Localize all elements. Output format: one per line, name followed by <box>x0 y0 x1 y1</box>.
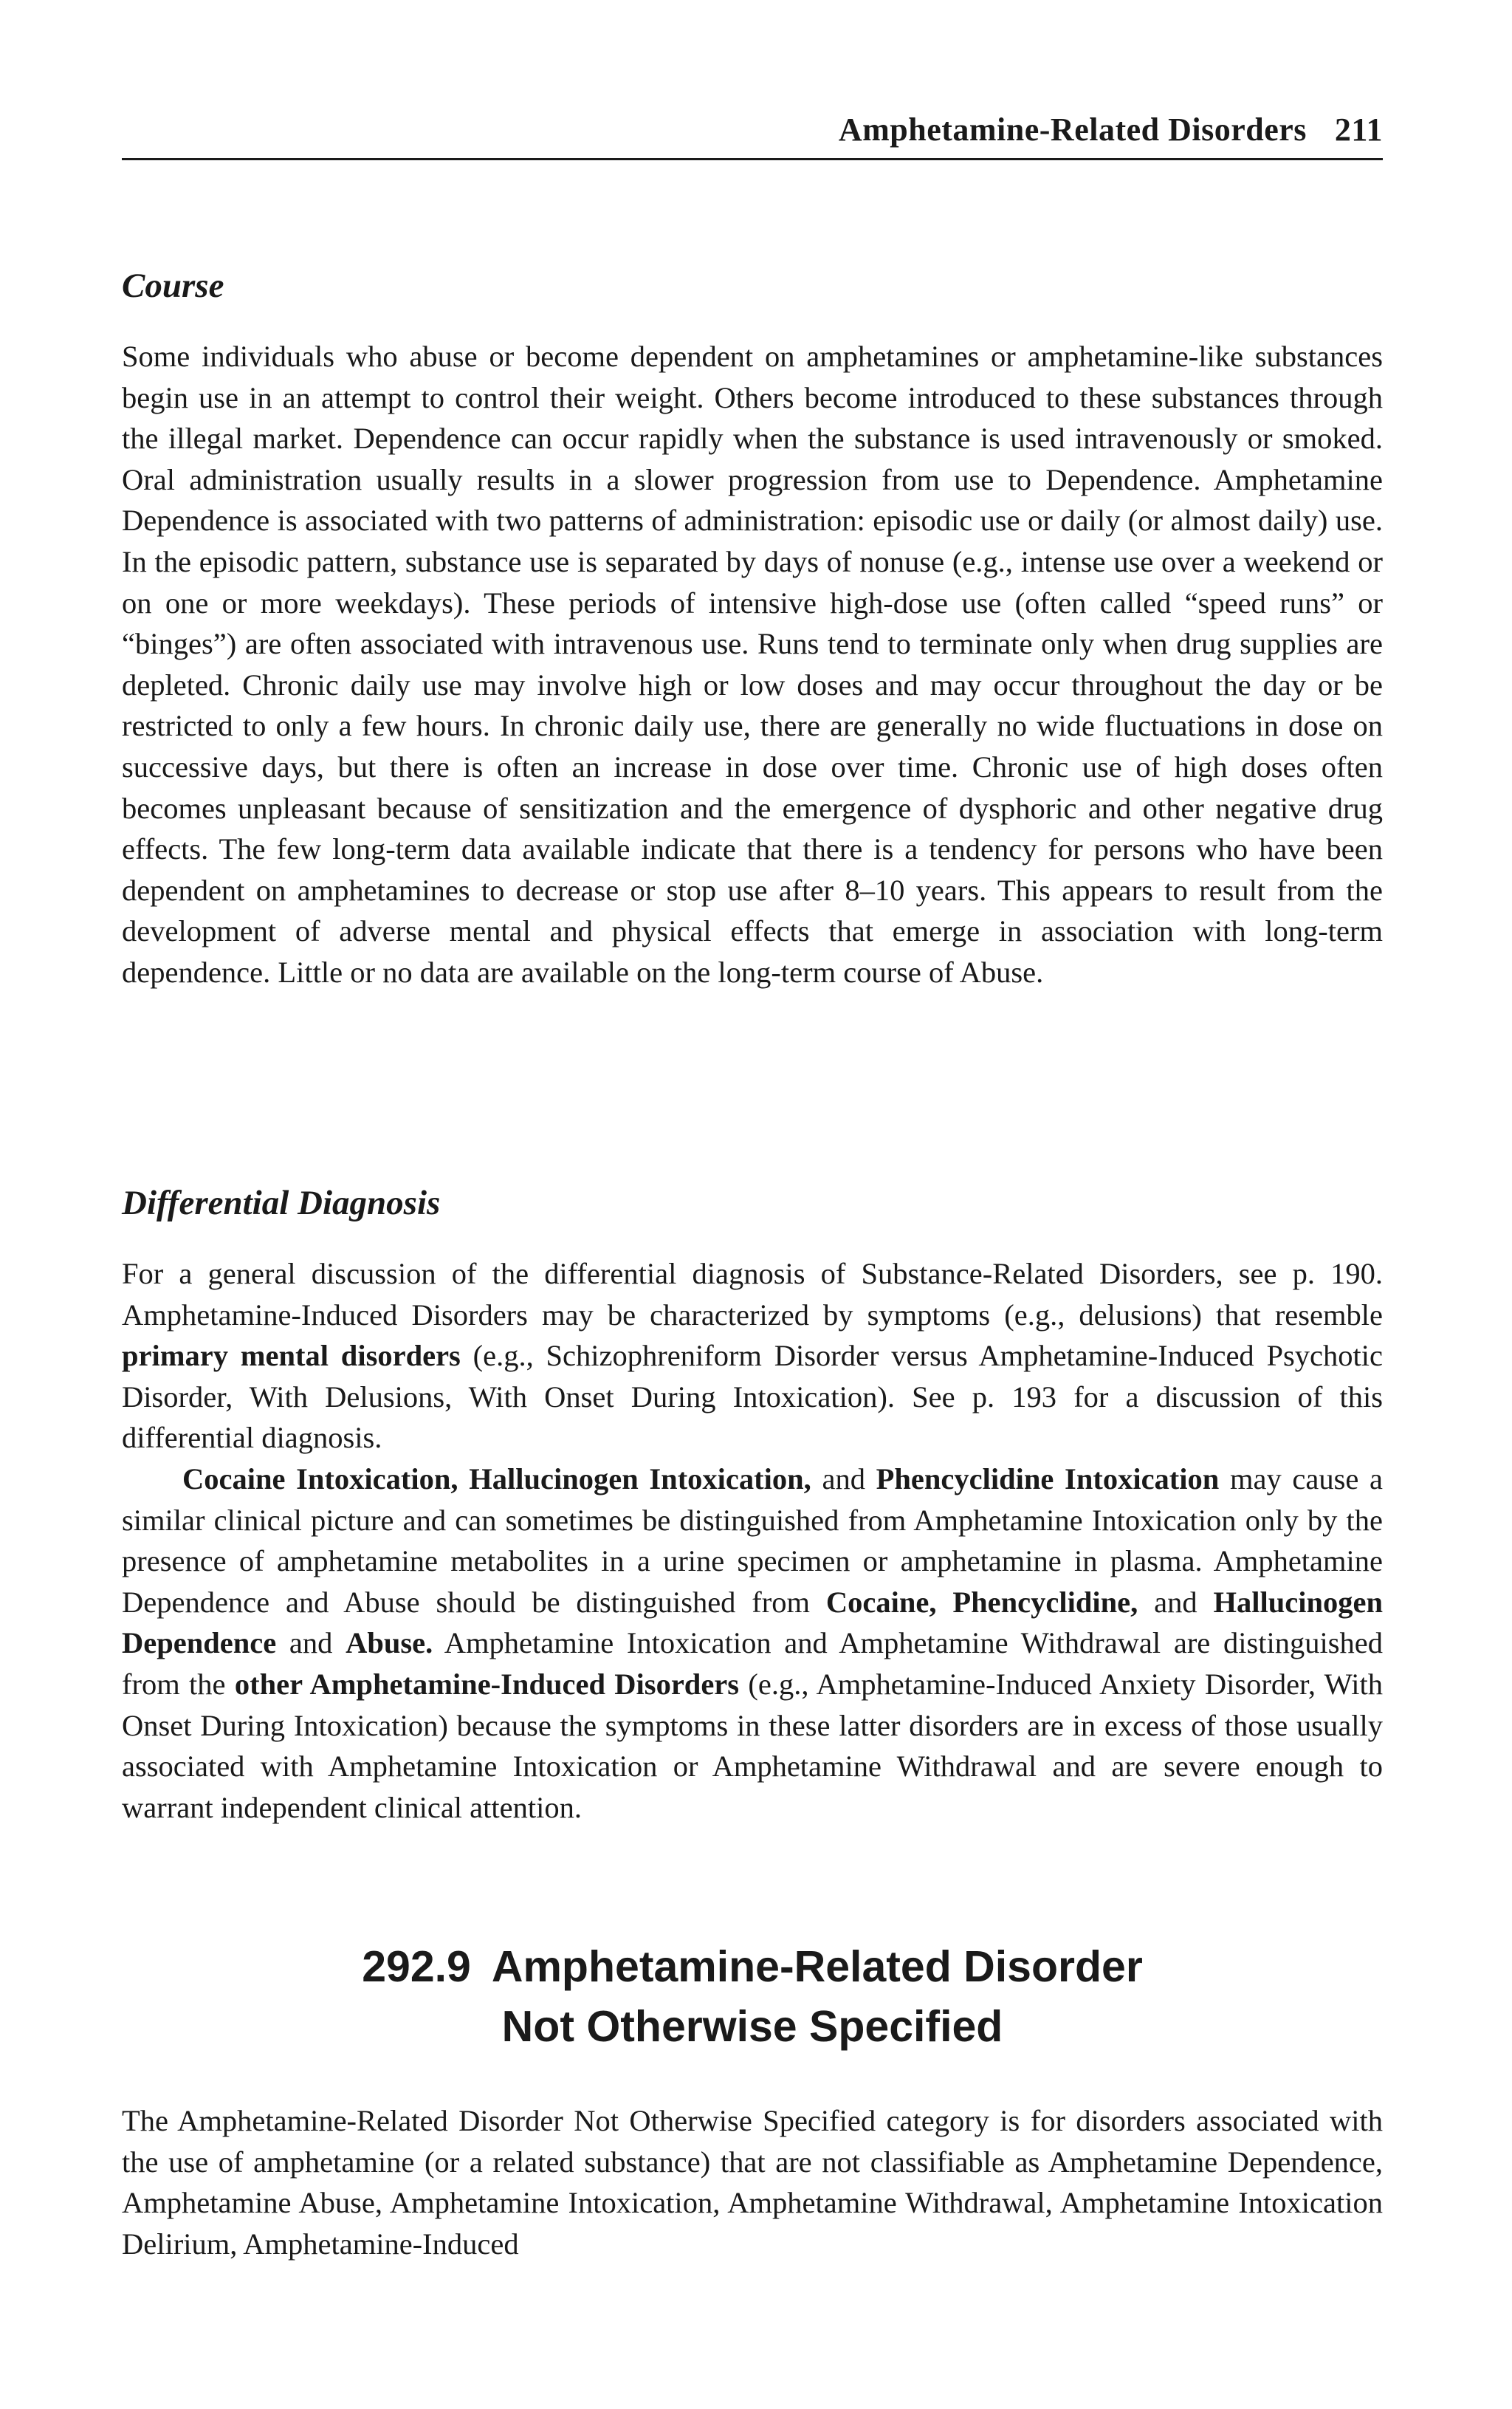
nos-paragraph: The Amphetamine-Related Disorder Not Otherwise Specified category is for disorders associated with the use of amphetamine (or a related substance) that are not classifiable as Amphetamine Dependence, Amphetamine Abuse, Amphetamine Intoxication, Amphetamine Withdrawal, Amphetamine Intoxication Delirium, Amphetamine-Induced <box>122 2104 1383 2261</box>
nos-chapter-heading <box>122 1937 1383 2057</box>
page-number: 211 <box>1334 112 1383 148</box>
course-paragraph: Some individuals who abuse or become dependent on amphetamines or amphetamine-like substances begin use in an attempt to control their weight. Others become introduced to these substances through the illegal market. Dependence can occur rapidly when the substance is used intravenously or smoked. Oral administration usually results in a slower progression from use to Dependence. Amphetamine Dependence is associated with two patterns of administration: episodic use or daily (or almost daily) use. In the episodic pattern, substance use is separated by days of nonuse (e.g., intense use over a weekend or on one or more weekdays). These periods of intensive high-dose use (often called “speed runs” or “binges”) are often associated with intravenous use. Runs tend to terminate only when drug supplies are depleted. Chronic daily use may involve high or low doses and may occur throughout the day or be restricted to only a few hours. In chronic daily use, there are generally no wide fluctuations in dose on successive days, but there is often an increase in dose over time. Chronic use of high doses often becomes unpleasant because of sensitization and the emergence of dysphoric and other negative drug effects. The few long-term data available indicate that there is a tendency for persons who have been dependent on amphetamines to decrease or stop use after 8–10 years. This appears to result from the development of adverse mental and physical effects that emerge in association with long-term dependence. Little or no data are available on the long-term course of Abuse. <box>122 340 1383 989</box>
bold-term: Cocaine, Phencyclidine, <box>825 1585 1138 1619</box>
bold-term: Abuse. <box>346 1626 433 1660</box>
nos-heading-line-2: Not Otherwise Specified <box>501 2002 1003 2051</box>
bold-term: Phencyclidine Intoxication <box>876 1462 1220 1495</box>
bold-term: other Amphetamine-Induced Disorders <box>234 1667 740 1701</box>
course-heading: Course <box>122 267 224 305</box>
differential-paragraph-1: For a general discussion of the differential diagnosis of Substance-Related Disorders, see p. 190. Amphetamine-Induced Disorders may be characterized by symptoms (e.g., delusions) that resemble primary mental disorders (e.g., Schizophreniform Disorder versus Amphetamine-Induced Psychotic Disorder, With Delusions, With Onset During Intoxication). See p. 193 for a discussion of this differential diagnosis. <box>122 1257 1383 1455</box>
diagnostic-code: 292.9 <box>362 1942 471 1991</box>
differential-diagnosis-heading: Differential Diagnosis <box>122 1184 441 1222</box>
bold-term: Cocaine Intoxication, Hallucinogen Intoxication, <box>182 1462 811 1495</box>
differential-paragraph-2: Cocaine Intoxication, Hallucinogen Intoxication, and Phencyclidine Intoxication may cause a similar clinical picture and can sometimes be distinguished from Amphetamine Intoxication only by the presence of amphetamine metabolites in a urine specimen or amphetamine in plasma. Amphetamine Dependence and Abuse should be distinguished from Cocaine, Phencyclidine, and Hallucinogen Dependence and Abuse. Amphetamine Intoxication and Amphetamine Withdrawal are distinguished from the other Amphetamine-Induced Disorders (e.g., Amphetamine-Induced Anxiety Disorder, With Onset During Intoxication) because the symptoms in these latter disorders are in excess of those usually associated with Amphetamine Intoxication or Amphetamine Withdrawal and are severe enough to warrant independent clinical attention. <box>122 1462 1383 1824</box>
running-header <box>839 111 1383 148</box>
nos-heading-line-1: 292.9 Amphetamine-Related Disorder <box>362 1942 1143 1991</box>
header-rule <box>122 158 1383 160</box>
running-header-title: Amphetamine-Related Disorders <box>838 112 1307 148</box>
bold-term: primary mental disorders <box>122 1339 461 1373</box>
bold-term: Hallucinogen Dependence <box>122 1585 1383 1660</box>
